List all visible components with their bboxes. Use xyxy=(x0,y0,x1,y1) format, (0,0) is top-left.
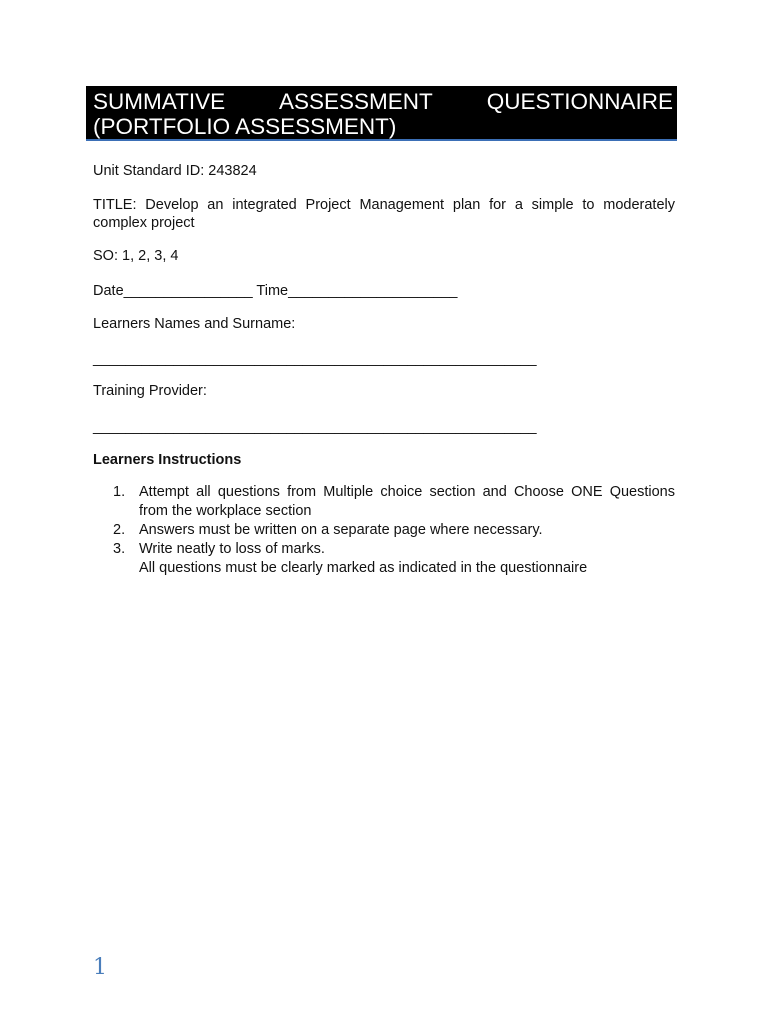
title-line-1 xyxy=(93,89,673,114)
instructions-list xyxy=(93,483,675,578)
unit-standard-id: Unit Standard ID: 243824 xyxy=(93,163,257,179)
assessment-title: TITLE: Develop an integrated Project Management plan for a simple to moderately complex project xyxy=(93,197,675,231)
date-time-field: Date________________ Time_____________________ xyxy=(93,283,458,299)
training-provider-line: _______________________________________________________ xyxy=(93,419,537,435)
specific-outcomes: SO: 1, 2, 3, 4 xyxy=(93,248,179,264)
title-banner xyxy=(86,86,677,141)
instructions-heading: Learners Instructions xyxy=(93,452,242,468)
instruction-text: Answers must be written on a separate page where necessary. xyxy=(139,522,543,538)
learner-name-label: Learners Names and Surname: xyxy=(93,316,296,332)
instruction-text: Write neatly to loss of marks. xyxy=(139,541,325,557)
title-line-2: (PORTFOLIO ASSESSMENT) xyxy=(93,114,397,139)
title-word-summative: SUMMATIVE xyxy=(93,89,226,114)
page-number: 1 xyxy=(93,955,107,980)
training-provider-label: Training Provider: xyxy=(93,383,207,399)
title-word-questionnaire: QUESTIONNAIRE xyxy=(486,89,673,114)
instruction-item xyxy=(93,483,675,521)
instruction-number: 3. xyxy=(113,541,126,557)
instruction-number: 1. xyxy=(113,484,126,500)
instruction-item xyxy=(93,540,675,559)
learner-name-line: _______________________________________________________ xyxy=(93,351,537,367)
instruction-text: Attempt all questions from Multiple choice section and Choose ONE Questions from the workplace section xyxy=(139,484,675,519)
instruction-number: 2. xyxy=(113,522,126,538)
instruction-continuation: All questions must be clearly marked as indicated in the questionnaire xyxy=(139,560,588,576)
instruction-item xyxy=(93,521,675,540)
title-word-assessment: ASSESSMENT xyxy=(279,89,433,114)
